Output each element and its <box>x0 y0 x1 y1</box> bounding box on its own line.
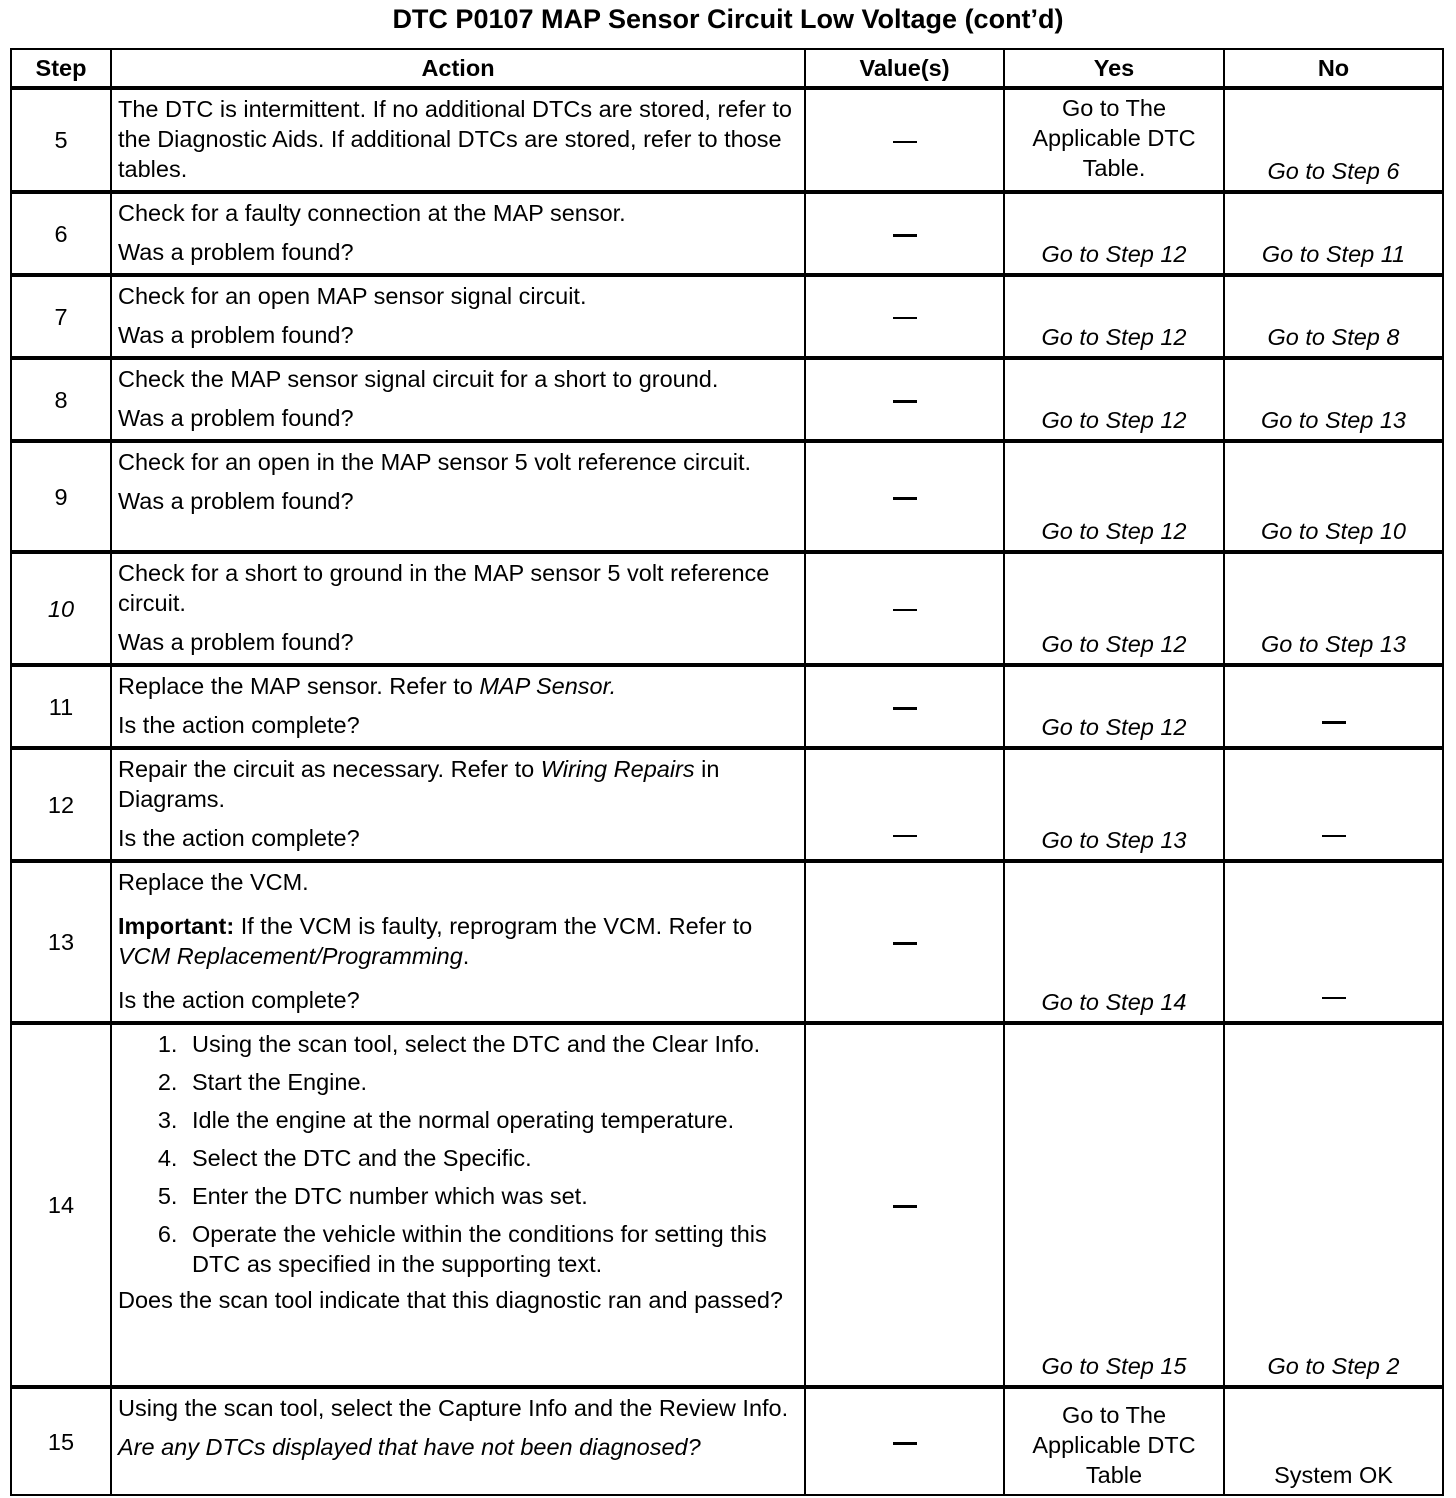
important-label: Important: <box>118 913 235 939</box>
action-text: Check for a short to ground in the MAP sensor 5 volt reference circuit. <box>118 560 770 616</box>
action-cell <box>111 1023 805 1387</box>
table-header-row <box>11 49 1443 88</box>
yes-cell: Go to Step 15 <box>1004 1023 1224 1387</box>
list-item: 4. Select the DTC and the Specific. <box>184 1143 796 1173</box>
action-question: Was a problem found? <box>118 405 354 431</box>
action-text-end: in Diagrams. <box>118 756 720 812</box>
value-cell <box>805 88 1004 192</box>
table-row <box>11 88 1443 192</box>
action-cell <box>111 275 805 358</box>
action-text: Check the MAP sensor signal circuit for a short to ground. <box>118 366 719 392</box>
no-dash <box>1322 835 1346 837</box>
value-dash <box>893 1442 917 1445</box>
yes-cell: Go to Step 12 <box>1004 665 1224 748</box>
yes-cell: Go to Step 14 <box>1004 861 1224 1023</box>
list-item: 3. Idle the engine at the normal operating temperature. <box>184 1105 796 1135</box>
value-cell <box>805 358 1004 441</box>
action-text: Check for an open MAP sensor signal circuit. <box>118 283 587 309</box>
step-number: 7 <box>11 275 111 358</box>
table-row <box>11 861 1443 1023</box>
diagnostic-table <box>10 48 1444 1496</box>
action-cell <box>111 748 805 861</box>
step-number: 8 <box>11 358 111 441</box>
yes-cell: Go to Step 12 <box>1004 358 1224 441</box>
table-row <box>11 358 1443 441</box>
yes-cell: Go to The Applicable DTC Table <box>1004 1387 1224 1495</box>
yes-cell: Go to Step 12 <box>1004 275 1224 358</box>
action-question: Is the action complete? <box>118 825 360 851</box>
table-row <box>11 552 1443 665</box>
header-no: No <box>1224 49 1443 88</box>
action-cell <box>111 88 805 192</box>
action-text: The DTC is intermittent. If no additional DTCs are stored, refer to the Diagnostic Aids. If additional DTCs are stored, refer to those tables. <box>118 96 792 182</box>
action-text: Replace the MAP sensor. Refer to <box>118 673 480 699</box>
step-number: 13 <box>11 861 111 1023</box>
header-step: Step <box>11 49 111 88</box>
step-number: 14 <box>11 1023 111 1387</box>
action-cell <box>111 441 805 552</box>
value-dash <box>893 400 917 403</box>
list-item: 6. Operate the vehicle within the conditions for setting this DTC as specified in the supporting text. <box>184 1219 796 1279</box>
table-row <box>11 748 1443 861</box>
action-reference: VCM Replacement/Programming <box>118 943 463 969</box>
no-dash <box>1322 997 1346 999</box>
no-cell: Go to Step 13 <box>1224 358 1443 441</box>
no-cell: System OK <box>1224 1387 1443 1495</box>
header-action: Action <box>111 49 805 88</box>
no-cell: Go to Step 10 <box>1224 441 1443 552</box>
no-cell: Go to Step 8 <box>1224 275 1443 358</box>
step-number: 9 <box>11 441 111 552</box>
yes-cell: Go to Step 13 <box>1004 748 1224 861</box>
action-question: Was a problem found? <box>118 239 354 265</box>
step-number: 6 <box>11 192 111 275</box>
no-cell <box>1224 665 1443 748</box>
action-text: Repair the circuit as necessary. Refer to <box>118 756 541 782</box>
value-cell <box>805 861 1004 1023</box>
step-number: 11 <box>11 665 111 748</box>
action-text: Using the scan tool, select the Capture Info and the Review Info. <box>118 1395 789 1421</box>
table-row <box>11 192 1443 275</box>
no-dash <box>1322 721 1346 724</box>
value-cell <box>805 748 1004 861</box>
action-question: Does the scan tool indicate that this diagnostic ran and passed? <box>118 1287 783 1313</box>
no-cell <box>1224 748 1443 861</box>
value-cell <box>805 441 1004 552</box>
value-cell <box>805 192 1004 275</box>
value-dash <box>893 835 917 837</box>
important-text-end: . <box>462 943 470 969</box>
action-reference: Wiring Repairs <box>540 756 695 782</box>
step-number: 12 <box>11 748 111 861</box>
step-number: 10 <box>11 552 111 665</box>
action-question: Is the action complete? <box>118 987 360 1013</box>
action-cell <box>111 665 805 748</box>
no-cell: Go to Step 11 <box>1224 192 1443 275</box>
action-question: Was a problem found? <box>118 322 354 348</box>
value-dash <box>893 707 917 710</box>
value-cell <box>805 552 1004 665</box>
value-dash <box>893 317 917 319</box>
action-question: Was a problem found? <box>118 629 354 655</box>
value-cell <box>805 665 1004 748</box>
step-number: 5 <box>11 88 111 192</box>
value-dash <box>893 1205 917 1208</box>
list-item: 1. Using the scan tool, select the DTC and the Clear Info. <box>184 1029 796 1059</box>
no-cell: Go to Step 13 <box>1224 552 1443 665</box>
table-row <box>11 275 1443 358</box>
no-cell <box>1224 861 1443 1023</box>
value-dash <box>893 234 917 237</box>
value-dash <box>893 497 917 500</box>
action-reference: MAP Sensor. <box>479 673 617 699</box>
procedure-list <box>118 1029 796 1279</box>
header-yes: Yes <box>1004 49 1224 88</box>
action-cell <box>111 861 805 1023</box>
action-text: Replace the VCM. <box>118 869 309 895</box>
header-values: Value(s) <box>805 49 1004 88</box>
step-number: 15 <box>11 1387 111 1495</box>
table-row <box>11 1387 1443 1495</box>
action-cell <box>111 358 805 441</box>
value-cell <box>805 275 1004 358</box>
yes-cell: Go to Step 12 <box>1004 441 1224 552</box>
page-title: DTC P0107 MAP Sensor Circuit Low Voltage (cont’d) <box>392 4 1064 34</box>
table-row <box>11 441 1443 552</box>
important-text: If the VCM is faulty, reprogram the VCM. Refer to <box>234 913 753 939</box>
value-cell <box>805 1387 1004 1495</box>
action-cell <box>111 1387 805 1495</box>
no-cell: Go to Step 2 <box>1224 1023 1443 1387</box>
value-dash <box>893 609 917 611</box>
yes-cell: Go to Step 12 <box>1004 552 1224 665</box>
value-dash <box>893 942 917 945</box>
no-cell: Go to Step 6 <box>1224 88 1443 192</box>
action-text: Check for an open in the MAP sensor 5 volt reference circuit. <box>118 449 752 475</box>
action-text: Check for a faulty connection at the MAP sensor. <box>118 200 626 226</box>
action-question: Are any DTCs displayed that have not been diagnosed? <box>118 1434 701 1460</box>
table-row <box>11 1023 1443 1387</box>
table-row <box>11 665 1443 748</box>
action-cell <box>111 552 805 665</box>
list-item: 5. Enter the DTC number which was set. <box>184 1181 796 1211</box>
list-item: 2. Start the Engine. <box>184 1067 796 1097</box>
yes-cell: Go to Step 12 <box>1004 192 1224 275</box>
yes-cell: Go to The Applicable DTC Table. <box>1004 88 1224 192</box>
value-dash <box>893 141 917 143</box>
value-cell <box>805 1023 1004 1387</box>
action-question: Is the action complete? <box>118 712 360 738</box>
action-cell <box>111 192 805 275</box>
action-question: Was a problem found? <box>118 488 354 514</box>
